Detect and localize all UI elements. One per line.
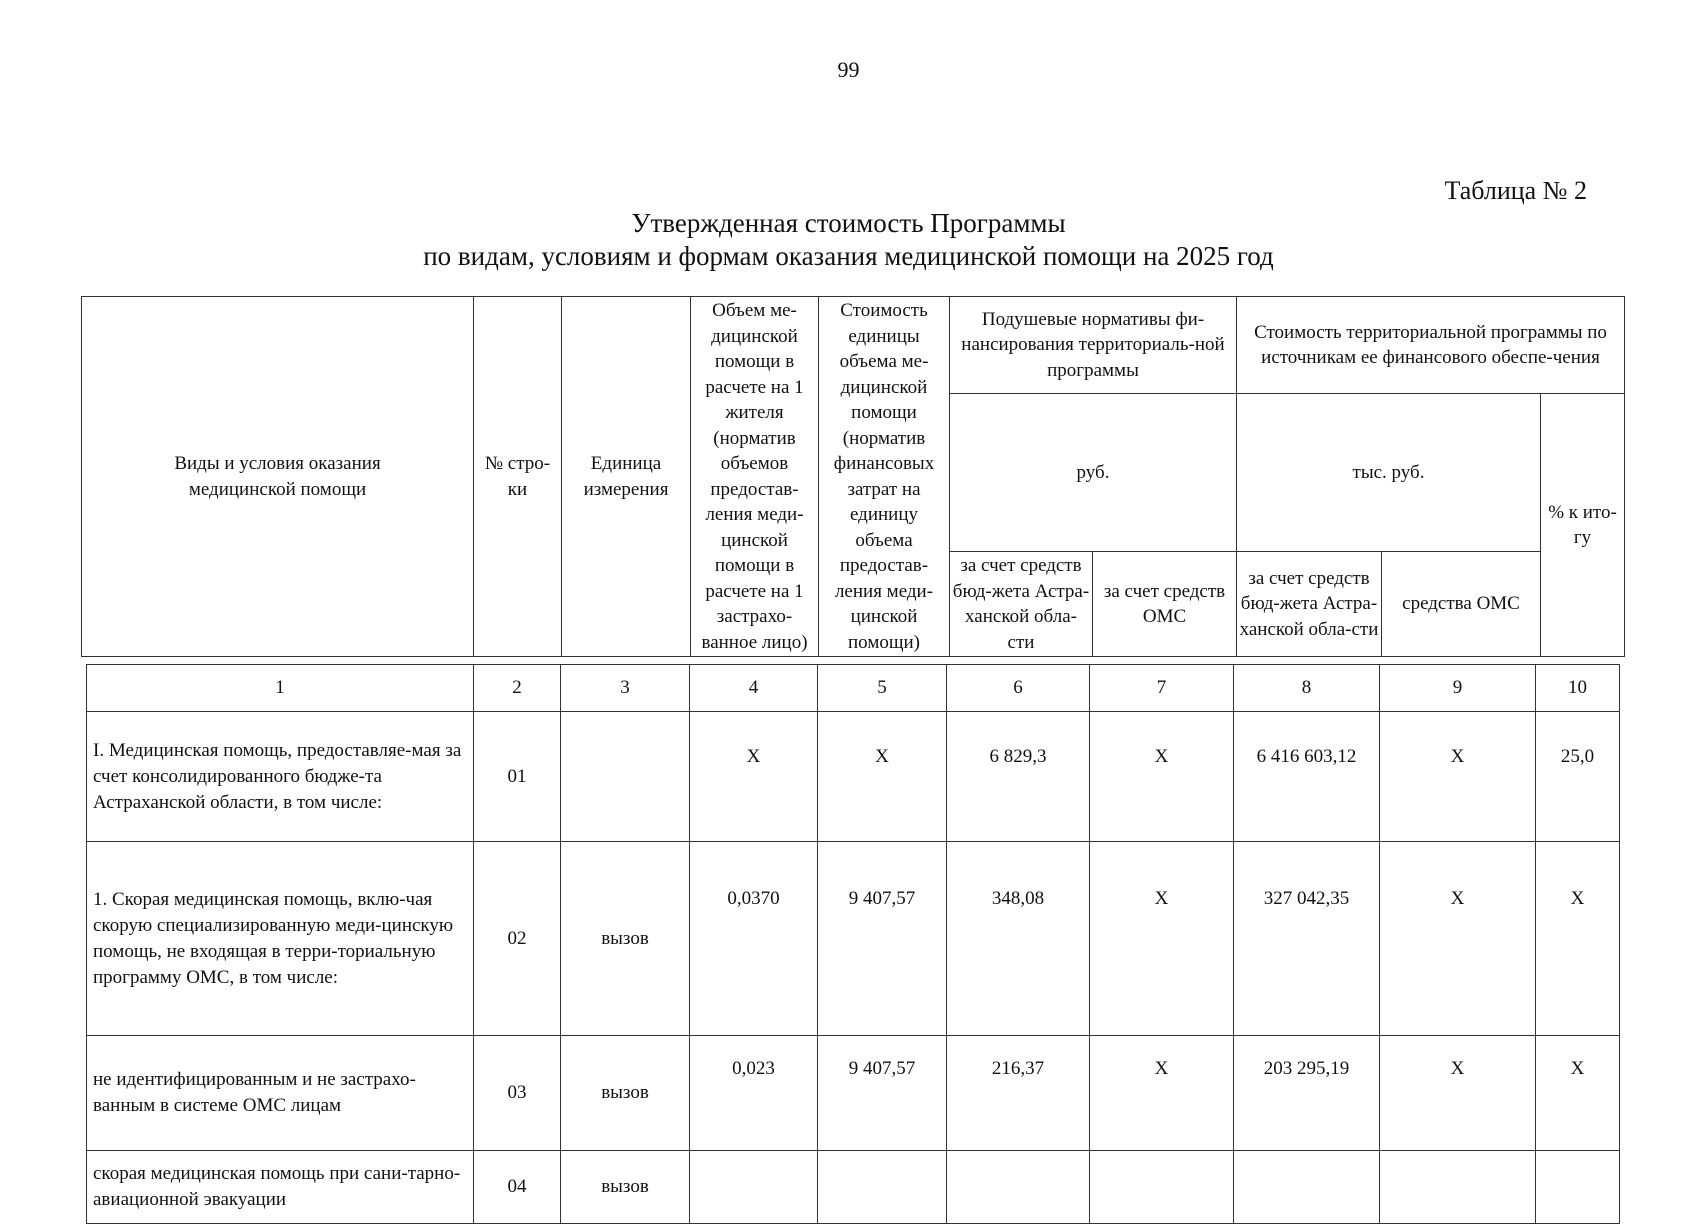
row-oms-total: X xyxy=(1380,1036,1536,1151)
row-cost: 9 407,57 xyxy=(818,1036,947,1151)
row-oms-total xyxy=(1380,1151,1536,1224)
column-number-row xyxy=(87,665,1620,712)
column-number: 9 xyxy=(1380,665,1536,712)
row-budget-total: 203 295,19 xyxy=(1234,1036,1380,1151)
row-volume: X xyxy=(690,712,818,842)
row-oms-per-capita: X xyxy=(1090,712,1234,842)
column-number: 2 xyxy=(474,665,561,712)
header-oms-total: средства ОМС xyxy=(1382,552,1541,657)
row-oms-per-capita: X xyxy=(1090,1036,1234,1151)
row-budget-total xyxy=(1234,1151,1380,1224)
row-number: 02 xyxy=(474,842,561,1036)
table-row xyxy=(87,1151,1620,1224)
header-row-number: № стро-ки xyxy=(474,297,562,657)
row-oms-total: X xyxy=(1380,842,1536,1036)
header-budget-total: за счет средств бюд-жета Астра-ханской обла-сти xyxy=(1237,552,1382,657)
column-number: 4 xyxy=(690,665,818,712)
row-budget-per-capita xyxy=(947,1151,1090,1224)
table-label: Таблица № 2 xyxy=(1444,176,1587,205)
row-oms-total: X xyxy=(1380,712,1536,842)
header-cost: Стоимость единицы объема ме-дицинской помощи (норматив финансовых затрат на единицу объема предостав-ления меди-цинской помощи) xyxy=(819,297,950,657)
header-percent: % к ито-гу xyxy=(1541,394,1625,657)
column-number: 8 xyxy=(1234,665,1380,712)
row-volume: 0,023 xyxy=(690,1036,818,1151)
header-unit-thousand-rub: тыс. руб. xyxy=(1237,394,1541,552)
table-row xyxy=(87,712,1620,842)
row-unit: вызов xyxy=(561,1036,690,1151)
page-number: 99 xyxy=(837,57,860,82)
row-cost xyxy=(818,1151,947,1224)
row-number: 01 xyxy=(474,712,561,842)
row-number: 03 xyxy=(474,1036,561,1151)
table-row xyxy=(87,1036,1620,1151)
data-table xyxy=(86,664,1620,1224)
row-oms-per-capita: X xyxy=(1090,842,1234,1036)
table-row xyxy=(87,842,1620,1036)
row-unit: вызов xyxy=(561,842,690,1036)
row-cost: 9 407,57 xyxy=(818,842,947,1036)
header-table xyxy=(81,296,1625,657)
header-budget: за счет средств бюд-жета Астра-ханской обла-сти xyxy=(950,552,1093,657)
row-budget-per-capita: 348,08 xyxy=(947,842,1090,1036)
column-number: 7 xyxy=(1090,665,1234,712)
row-oms-per-capita xyxy=(1090,1151,1234,1224)
header-unit: Единица измерения xyxy=(562,297,691,657)
column-number: 3 xyxy=(561,665,690,712)
row-label: не идентифицированным и не застрахо-ванным в системе ОМС лицам xyxy=(87,1036,474,1151)
header-total-group: Стоимость территориальной программы по источникам ее финансового обеспе-чения xyxy=(1237,297,1625,394)
header-types: Виды и условия оказания медицинской помощи xyxy=(82,297,474,657)
column-number: 6 xyxy=(947,665,1090,712)
row-percent: 25,0 xyxy=(1536,712,1620,842)
row-budget-total: 327 042,35 xyxy=(1234,842,1380,1036)
row-label: I. Медицинская помощь, предоставляе-мая за счет консолидированного бюдже-та Астраханской области, в том числе: xyxy=(87,712,474,842)
row-volume: 0,0370 xyxy=(690,842,818,1036)
row-unit xyxy=(561,712,690,842)
column-number: 1 xyxy=(87,665,474,712)
row-budget-total: 6 416 603,12 xyxy=(1234,712,1380,842)
row-percent: X xyxy=(1536,1036,1620,1151)
title-line-2: по видам, условиям и формам оказания медицинской помощи на 2025 год xyxy=(423,241,1274,271)
column-number: 5 xyxy=(818,665,947,712)
row-cost: X xyxy=(818,712,947,842)
row-unit: вызов xyxy=(561,1151,690,1224)
row-label: скорая медицинская помощь при сани-тарно-авиационной эвакуации xyxy=(87,1151,474,1224)
row-volume xyxy=(690,1151,818,1224)
title-line-1: Утвержденная стоимость Программы xyxy=(631,208,1066,238)
column-number: 10 xyxy=(1536,665,1620,712)
row-budget-per-capita: 216,37 xyxy=(947,1036,1090,1151)
header-per-capita-group: Подушевые нормативы фи-нансирования территориаль-ной программы xyxy=(950,297,1237,394)
row-number: 04 xyxy=(474,1151,561,1224)
header-oms: за счет средств ОМС xyxy=(1093,552,1237,657)
row-budget-per-capita: 6 829,3 xyxy=(947,712,1090,842)
header-volume: Объем ме-дицинской помощи в расчете на 1 жителя (норматив объемов предостав-ления меди-цинской помощи в расчете на 1 застрахо-ванное лицо) xyxy=(691,297,819,657)
row-percent xyxy=(1536,1151,1620,1224)
row-label: 1. Скорая медицинская помощь, вклю-чая скорую специализированную меди-цинскую помощь, не входящая в терри-ториальную программу ОМС, в том числе: xyxy=(87,842,474,1036)
row-percent: X xyxy=(1536,842,1620,1036)
header-unit-rub: руб. xyxy=(950,394,1237,552)
page-title xyxy=(0,207,1697,273)
